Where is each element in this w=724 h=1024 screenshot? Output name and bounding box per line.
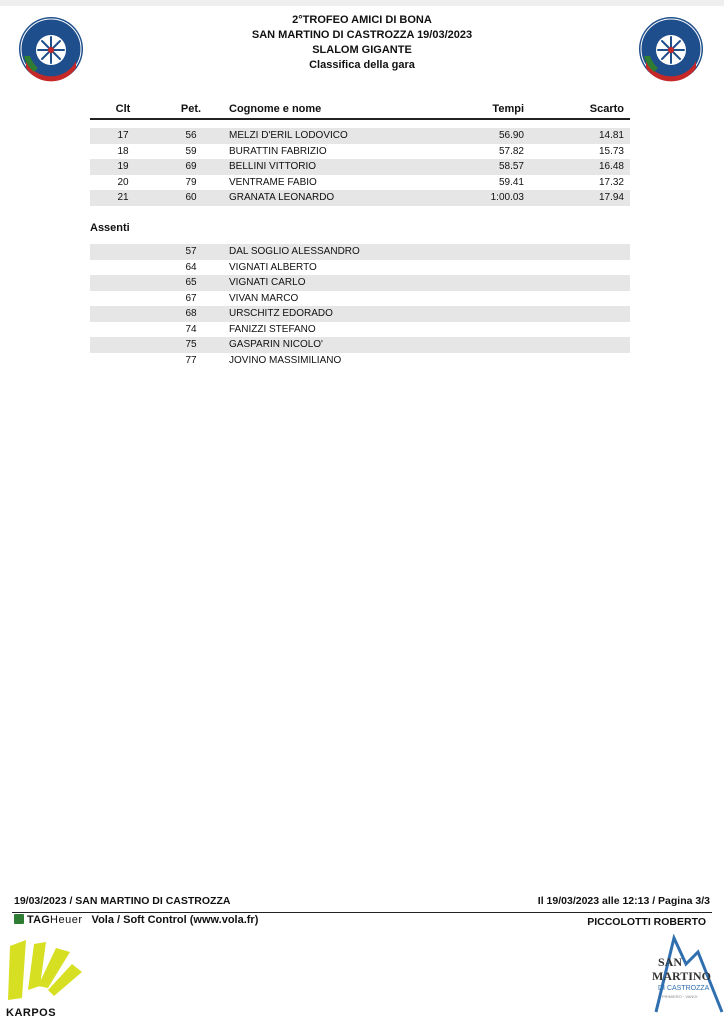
row-clt: 20 [117,176,129,188]
absent-table [90,244,630,368]
svg-text:SAN: SAN [658,955,683,969]
table-row [90,190,630,206]
row-name: JOVINO MASSIMILIANO [229,354,342,366]
row-tempi: 57.82 [498,145,524,157]
col-name: Cognome e nome [229,103,322,115]
row-pet: 60 [185,192,197,203]
row-name: VIGNATI ALBERTO [229,261,317,273]
svg-text:DI CASTROZZA: DI CASTROZZA [658,985,710,992]
row-pet: 67 [185,292,197,304]
row-scarto: 17.32 [598,176,624,188]
row-name: VIVAN MARCO [229,292,299,304]
row-pet: 57 [185,246,197,257]
row-pet: 64 [185,261,197,273]
row-name: FANIZZI STEFANO [229,323,316,335]
footer-page-info: Il 19/03/2023 alle 12:13 / Pagina 3/3 [537,895,710,907]
col-clt: Clt [115,103,131,115]
discipline: SLALOM GIGANTE [312,44,412,56]
row-name: DAL SOGLIO ALESSANDRO [229,246,360,257]
footer-date-location: 19/03/2023 / SAN MARTINO DI CASTROZZA [14,895,231,907]
row-scarto: 17.94 [598,192,624,203]
row-tempi: 59.41 [498,176,524,188]
absent-section-title: Assenti [90,222,130,234]
col-tempi: Tempi [492,103,524,115]
document-header [0,13,724,73]
row-pet: 68 [185,308,197,319]
row-clt: 19 [117,161,129,172]
table-row [90,175,630,191]
row-name: BURATTIN FABRIZIO [229,145,327,157]
row-pet: 56 [185,130,197,141]
row-pet: 75 [185,339,197,350]
row-pet: 77 [185,354,197,366]
row-scarto: 16.48 [598,161,624,172]
timing-credit [14,914,258,926]
event-title: 2°TROFEO AMICI DI BONA [292,14,432,26]
row-clt: 18 [117,145,129,157]
row-scarto: 14.81 [598,130,624,141]
row-tempi: 56.90 [498,130,524,141]
table-row [90,306,630,322]
row-name: VIGNATI CARLO [229,277,306,288]
table-row [90,322,630,338]
svg-text:MARTINO: MARTINO [652,969,711,983]
row-pet: 69 [185,161,197,172]
col-pet: Pet. [180,103,202,115]
tag-brand: TAG [27,914,51,926]
table-row [90,128,630,144]
page-top-edge [0,0,724,6]
table-row [90,144,630,160]
row-name: GRANATA LEONARDO [229,192,335,203]
table-row [90,337,630,353]
row-pet: 79 [185,176,197,188]
col-scarto: Scarto [589,103,624,115]
row-name: MELZI D'ERIL LODOVICO [229,130,348,141]
footer-divider [12,912,712,913]
row-tempi: 58.57 [498,161,524,172]
software-credit: Vola / Soft Control (www.vola.fr) [91,914,259,926]
karpos-logo [4,938,84,1020]
table-row [90,260,630,276]
table-row [90,159,630,175]
row-clt: 17 [117,130,129,141]
operator-name: PICCOLOTTI ROBERTO [587,916,706,928]
row-name: URSCHITZ EDORADO [229,308,333,319]
results-table [90,128,630,206]
san-martino-logo [636,934,724,1020]
table-row [90,291,630,307]
event-location-date: SAN MARTINO DI CASTROZZA 19/03/2023 [251,29,473,41]
row-name: BELLINI VITTORIO [229,161,317,172]
row-pet: 65 [185,277,197,288]
row-tempi: 1:00.03 [490,192,524,203]
table-row [90,244,630,260]
row-pet: 74 [185,323,197,335]
tag-heuer-shield-icon [14,914,24,924]
table-row [90,353,630,369]
table-row [90,275,630,291]
heuer-brand: Heuer [50,914,83,926]
row-name: GASPARIN NICOLO' [229,339,323,350]
results-table-header [90,102,630,120]
karpos-wordmark: KARPOS [6,1007,57,1019]
row-scarto: 15.73 [598,145,624,157]
row-clt: 21 [117,192,129,203]
row-name: VENTRAME FABIO [229,176,317,188]
row-pet: 59 [185,145,197,157]
svg-text:PRIMIERO · VANOI: PRIMIERO · VANOI [662,994,698,999]
document-subtitle: Classifica della gara [309,59,415,71]
